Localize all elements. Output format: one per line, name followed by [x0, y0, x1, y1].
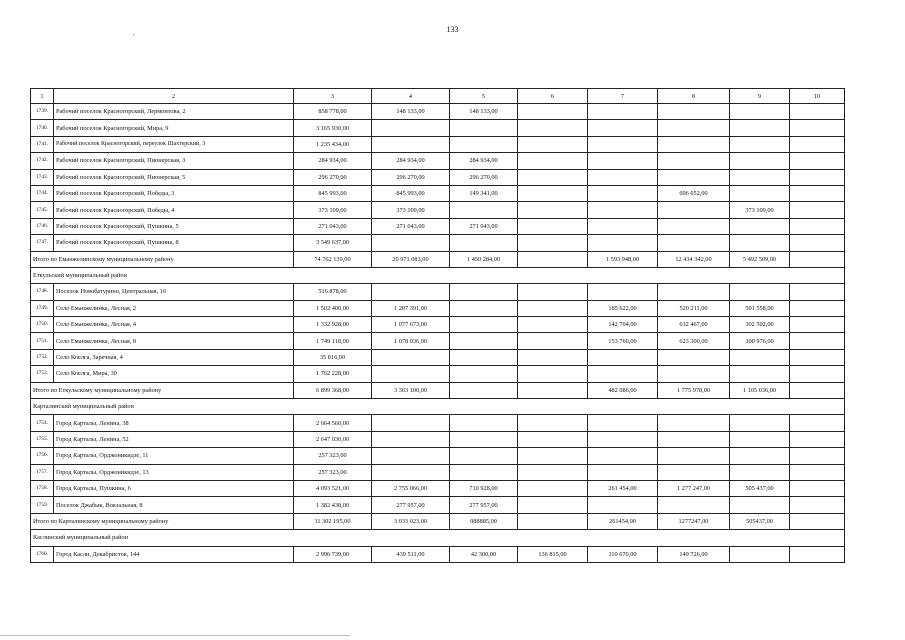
- amount-cell: 1 078 036,00: [372, 333, 450, 349]
- amount-cell: [588, 448, 658, 464]
- amount-cell: [790, 317, 845, 333]
- amount-cell: [518, 104, 588, 120]
- column-number: 4: [372, 89, 450, 104]
- total-amount-cell: 505437,00: [730, 513, 790, 529]
- amount-cell: 284 934,00: [450, 153, 518, 169]
- row-number: 1756.: [31, 448, 54, 464]
- amount-cell: [730, 448, 790, 464]
- row-number: 1746.: [31, 218, 54, 234]
- amount-cell: 373 109,00: [372, 202, 450, 218]
- amount-cell: [588, 169, 658, 185]
- section-title: Каслинский муниципальный район: [31, 530, 845, 546]
- amount-cell: [658, 153, 730, 169]
- total-amount-cell: [518, 251, 588, 267]
- amount-cell: [658, 431, 730, 447]
- section-row: [31, 267, 845, 283]
- amount-cell: [450, 235, 518, 251]
- amount-cell: 520 211,00: [658, 300, 730, 316]
- table-row: [31, 333, 845, 349]
- amount-cell: 284 934,00: [372, 153, 450, 169]
- row-number: 1745.: [31, 202, 54, 218]
- amount-cell: [518, 349, 588, 365]
- amount-cell: 271 043,00: [294, 218, 372, 234]
- amount-cell: 1 207 391,00: [372, 300, 450, 316]
- amount-cell: 185 622,00: [588, 300, 658, 316]
- total-row: [31, 382, 845, 398]
- table-row: [31, 464, 845, 480]
- total-amount-cell: 74 762 139,00: [294, 251, 372, 267]
- amount-cell: 710 928,00: [450, 480, 518, 496]
- amount-cell: 2 996 739,00: [294, 546, 372, 562]
- amount-cell: [790, 366, 845, 382]
- total-amount-cell: 1 593 948,00: [588, 251, 658, 267]
- amount-cell: [372, 464, 450, 480]
- section-row: [31, 399, 845, 415]
- total-amount-cell: 5 492 509,00: [730, 251, 790, 267]
- amount-cell: [790, 284, 845, 300]
- row-number: 1757.: [31, 464, 54, 480]
- footer-rule: [0, 635, 350, 636]
- address-cell: Рабочий поселок Красногорский, Победы, 4: [54, 202, 294, 218]
- column-number: 10: [790, 89, 845, 104]
- amount-cell: [588, 202, 658, 218]
- table-row: [31, 300, 845, 316]
- amount-cell: 439 511,00: [372, 546, 450, 562]
- table-row: [31, 317, 845, 333]
- amount-cell: 632 467,00: [658, 317, 730, 333]
- section-title: Еткульский муниципальный район: [31, 267, 845, 283]
- table-row: [31, 202, 845, 218]
- total-amount-cell: [450, 382, 518, 398]
- amount-cell: [730, 366, 790, 382]
- amount-cell: [790, 136, 845, 152]
- row-number: 1749.: [31, 300, 54, 316]
- amount-cell: [658, 104, 730, 120]
- amount-cell: [658, 218, 730, 234]
- amount-cell: [588, 497, 658, 513]
- amount-cell: 296 270,00: [294, 169, 372, 185]
- amount-cell: 2 755 066,00: [372, 480, 450, 496]
- row-number: 1740.: [31, 120, 54, 136]
- total-amount-cell: 1 450 284,00: [450, 251, 518, 267]
- amount-cell: [372, 349, 450, 365]
- table-row: [31, 497, 845, 513]
- address-cell: Рабочий поселок Красногорский, Лермонтова, 2: [54, 104, 294, 120]
- amount-cell: [730, 120, 790, 136]
- amount-cell: [588, 284, 658, 300]
- amount-cell: [730, 235, 790, 251]
- table-row: [31, 448, 845, 464]
- table-row: [31, 218, 845, 234]
- amount-cell: 277 957,00: [372, 497, 450, 513]
- amount-cell: 505 437,00: [730, 480, 790, 496]
- amount-cell: [372, 120, 450, 136]
- amount-cell: 148 133,00: [372, 104, 450, 120]
- amount-cell: [518, 317, 588, 333]
- amount-cell: 2 647 030,00: [294, 431, 372, 447]
- column-number: 6: [518, 89, 588, 104]
- column-number: 5: [450, 89, 518, 104]
- amount-cell: 296 270,00: [450, 169, 518, 185]
- amount-cell: [518, 218, 588, 234]
- page-number: 133: [446, 25, 459, 34]
- amount-cell: [518, 333, 588, 349]
- amount-cell: [450, 202, 518, 218]
- amount-cell: [450, 431, 518, 447]
- amount-cell: [372, 284, 450, 300]
- amount-cell: [790, 415, 845, 431]
- amount-cell: 149 341,00: [450, 185, 518, 201]
- amount-cell: [588, 104, 658, 120]
- address-cell: Село Еманжелинка, Лесная, 8: [54, 333, 294, 349]
- amount-cell: 136 815,00: [518, 546, 588, 562]
- column-number: 8: [658, 89, 730, 104]
- row-number: 1758.: [31, 480, 54, 496]
- table-row: [31, 431, 845, 447]
- amount-cell: [730, 349, 790, 365]
- table-row: [31, 415, 845, 431]
- row-number: 1739.: [31, 104, 54, 120]
- budget-table: [30, 88, 845, 563]
- address-cell: Село Еманжелинка, Лесная, 4: [54, 317, 294, 333]
- amount-cell: [588, 153, 658, 169]
- amount-cell: [730, 169, 790, 185]
- row-number: 1753.: [31, 366, 54, 382]
- amount-cell: [518, 366, 588, 382]
- row-number: 1755.: [31, 431, 54, 447]
- section-title: Карталинский муниципальный район: [31, 399, 845, 415]
- table-row: [31, 235, 845, 251]
- amount-cell: 153 760,00: [588, 333, 658, 349]
- amount-cell: [730, 185, 790, 201]
- margin-mark: ʽ: [133, 34, 135, 40]
- amount-cell: [790, 333, 845, 349]
- total-label: Итого по Еманжелинскому муниципальному району: [31, 251, 294, 267]
- row-number: 1752.: [31, 349, 54, 365]
- amount-cell: [730, 218, 790, 234]
- amount-cell: [658, 366, 730, 382]
- column-number: 7: [588, 89, 658, 104]
- amount-cell: [658, 349, 730, 365]
- amount-cell: [518, 169, 588, 185]
- total-amount-cell: [790, 513, 845, 529]
- total-amount-cell: 261454,00: [588, 513, 658, 529]
- amount-cell: [518, 235, 588, 251]
- row-number: 1744.: [31, 185, 54, 201]
- amount-cell: 261 454,00: [588, 480, 658, 496]
- table-row: [31, 136, 845, 152]
- amount-cell: [658, 415, 730, 431]
- row-number: 1750.: [31, 317, 54, 333]
- amount-cell: [658, 464, 730, 480]
- amount-cell: 1 077 673,00: [372, 317, 450, 333]
- amount-cell: 501 558,00: [730, 300, 790, 316]
- amount-cell: [588, 185, 658, 201]
- address-cell: Рабочий поселок Красногорский, Пушкина, 5: [54, 218, 294, 234]
- amount-cell: 284 934,00: [294, 153, 372, 169]
- total-amount-cell: [790, 382, 845, 398]
- amount-cell: [790, 153, 845, 169]
- amount-cell: [790, 104, 845, 120]
- amount-cell: [372, 366, 450, 382]
- amount-cell: [518, 415, 588, 431]
- amount-cell: [588, 218, 658, 234]
- table-row: [31, 480, 845, 496]
- row-number: 1743.: [31, 169, 54, 185]
- amount-cell: [372, 235, 450, 251]
- amount-cell: [518, 300, 588, 316]
- amount-cell: [588, 136, 658, 152]
- amount-cell: [518, 448, 588, 464]
- total-amount-cell: 3 363 100,00: [372, 382, 450, 398]
- amount-cell: [790, 448, 845, 464]
- total-amount-cell: 20 971 083,00: [372, 251, 450, 267]
- table-row: [31, 185, 845, 201]
- amount-cell: [588, 415, 658, 431]
- amount-cell: [450, 136, 518, 152]
- address-cell: Поселок Новобатурино, Центральная, 16: [54, 284, 294, 300]
- address-cell: Село Коелга, Заречная, 4: [54, 349, 294, 365]
- address-cell: Село Коелга, Мира, 30: [54, 366, 294, 382]
- column-number-row: [31, 89, 845, 104]
- amount-cell: [588, 366, 658, 382]
- amount-cell: [790, 202, 845, 218]
- address-cell: Рабочий поселок Красногорский, Победы, 3: [54, 185, 294, 201]
- amount-cell: [588, 431, 658, 447]
- total-amount-cell: 11 302 195,00: [294, 513, 372, 529]
- table-row: [31, 349, 845, 365]
- total-amount-cell: 3 033 023,00: [372, 513, 450, 529]
- address-cell: Город Карталы, Пушкина, 6: [54, 480, 294, 496]
- amount-cell: [372, 136, 450, 152]
- amount-cell: 1 762 228,00: [294, 366, 372, 382]
- row-number: 1742.: [31, 153, 54, 169]
- amount-cell: 1 235 434,00: [294, 136, 372, 152]
- amount-cell: [372, 431, 450, 447]
- amount-cell: 257 323,00: [294, 464, 372, 480]
- total-label: Итого по Карталинскому муниципальному району: [31, 513, 294, 529]
- total-amount-cell: 1 775 978,00: [658, 382, 730, 398]
- amount-cell: 149 726,00: [658, 546, 730, 562]
- amount-cell: [658, 497, 730, 513]
- amount-cell: [790, 300, 845, 316]
- amount-cell: [450, 349, 518, 365]
- amount-cell: [518, 136, 588, 152]
- amount-cell: [658, 136, 730, 152]
- amount-cell: [790, 169, 845, 185]
- row-number: 1759.: [31, 497, 54, 513]
- total-amount-cell: 1 105 036,00: [730, 382, 790, 398]
- amount-cell: [450, 366, 518, 382]
- table-row: [31, 284, 845, 300]
- table-row: [31, 153, 845, 169]
- amount-cell: [518, 480, 588, 496]
- section-row: [31, 530, 845, 546]
- amount-cell: 271 043,00: [372, 218, 450, 234]
- total-amount-cell: [518, 513, 588, 529]
- column-number: 1: [31, 89, 54, 104]
- amount-cell: [730, 415, 790, 431]
- amount-cell: [450, 300, 518, 316]
- amount-cell: [518, 431, 588, 447]
- column-number: 3: [294, 89, 372, 104]
- amount-cell: 516 878,00: [294, 284, 372, 300]
- amount-cell: [730, 464, 790, 480]
- row-number: 1754.: [31, 415, 54, 431]
- total-amount-cell: 12 434 342,00: [658, 251, 730, 267]
- table-row: [31, 366, 845, 382]
- table-row: [31, 120, 845, 136]
- amount-cell: [730, 431, 790, 447]
- total-row: [31, 513, 845, 529]
- amount-cell: [450, 464, 518, 480]
- row-number: 1760.: [31, 546, 54, 562]
- address-cell: Рабочий поселок Красногорский, Пушкина, 8: [54, 235, 294, 251]
- amount-cell: [730, 497, 790, 513]
- address-cell: Город Касли, Декабристов, 144: [54, 546, 294, 562]
- amount-cell: [588, 235, 658, 251]
- amount-cell: [790, 480, 845, 496]
- amount-cell: 3 165 930,00: [294, 120, 372, 136]
- amount-cell: 4 093 521,00: [294, 480, 372, 496]
- amount-cell: 3 549 637,00: [294, 235, 372, 251]
- amount-cell: [790, 120, 845, 136]
- amount-cell: [730, 284, 790, 300]
- amount-cell: 373 109,00: [294, 202, 372, 218]
- amount-cell: 110 670,00: [588, 546, 658, 562]
- amount-cell: [790, 349, 845, 365]
- amount-cell: [658, 235, 730, 251]
- total-amount-cell: 6 899 368,00: [294, 382, 372, 398]
- amount-cell: [790, 546, 845, 562]
- address-cell: Рабочий поселок Красногорский, переулок Шахтерский, 3: [54, 136, 294, 152]
- amount-cell: 296 270,00: [372, 169, 450, 185]
- row-number: 1741.: [31, 136, 54, 152]
- address-cell: Рабочий поселок Красногорский, Мира, 9: [54, 120, 294, 136]
- address-cell: Поселок Джабык, Вокзальная, 8: [54, 497, 294, 513]
- amount-cell: 300 976,00: [730, 333, 790, 349]
- amount-cell: 373 109,00: [730, 202, 790, 218]
- amount-cell: [518, 497, 588, 513]
- amount-cell: [658, 284, 730, 300]
- amount-cell: [588, 349, 658, 365]
- total-amount-cell: [518, 382, 588, 398]
- amount-cell: [518, 185, 588, 201]
- amount-cell: 257 323,00: [294, 448, 372, 464]
- amount-cell: 696 652,00: [658, 185, 730, 201]
- amount-cell: [518, 464, 588, 480]
- amount-cell: [730, 104, 790, 120]
- column-number: 2: [54, 89, 294, 104]
- amount-cell: 845 993,00: [372, 185, 450, 201]
- column-number: 9: [730, 89, 790, 104]
- amount-cell: 1 502 400,00: [294, 300, 372, 316]
- address-cell: Рабочий поселок Красногорский, Пионерская, 3: [54, 153, 294, 169]
- amount-cell: [518, 153, 588, 169]
- amount-cell: [790, 218, 845, 234]
- amount-cell: [518, 120, 588, 136]
- total-row: [31, 251, 845, 267]
- amount-cell: 623 300,00: [658, 333, 730, 349]
- amount-cell: [790, 185, 845, 201]
- address-cell: Рабочий поселок Красногорский, Пионерская, 5: [54, 169, 294, 185]
- address-cell: Город Карталы, Ленина, 52: [54, 431, 294, 447]
- amount-cell: 277 957,00: [450, 497, 518, 513]
- amount-cell: [450, 284, 518, 300]
- amount-cell: 148 133,00: [450, 104, 518, 120]
- amount-cell: [790, 464, 845, 480]
- row-number: 1747.: [31, 235, 54, 251]
- amount-cell: [790, 497, 845, 513]
- amount-cell: 1 749 118,00: [294, 333, 372, 349]
- total-amount-cell: [790, 251, 845, 267]
- amount-cell: [588, 120, 658, 136]
- row-number: 1751.: [31, 333, 54, 349]
- amount-cell: [372, 448, 450, 464]
- amount-cell: [790, 235, 845, 251]
- amount-cell: [658, 120, 730, 136]
- amount-cell: 845 993,00: [294, 185, 372, 201]
- amount-cell: [790, 431, 845, 447]
- amount-cell: 42 300,00: [450, 546, 518, 562]
- amount-cell: [730, 546, 790, 562]
- amount-cell: 142 704,00: [588, 317, 658, 333]
- address-cell: Город Карталы, Орджоникидзе, 13: [54, 464, 294, 480]
- address-cell: Город Карталы, Орджоникидзе, 11: [54, 448, 294, 464]
- amount-cell: [658, 169, 730, 185]
- address-cell: Село Еманжелинка, Лесная, 2: [54, 300, 294, 316]
- amount-cell: 858 778,00: [294, 104, 372, 120]
- total-amount-cell: 988885,00: [450, 513, 518, 529]
- total-amount-cell: 482 086,00: [588, 382, 658, 398]
- total-label: Итого по Еткульскому муниципальному району: [31, 382, 294, 398]
- table-row: [31, 104, 845, 120]
- amount-cell: [450, 333, 518, 349]
- amount-cell: [450, 317, 518, 333]
- row-number: 1748.: [31, 284, 54, 300]
- amount-cell: [730, 136, 790, 152]
- amount-cell: [588, 464, 658, 480]
- amount-cell: 35 816,00: [294, 349, 372, 365]
- amount-cell: 2 664 560,00: [294, 415, 372, 431]
- total-amount-cell: 1277247,00: [658, 513, 730, 529]
- amount-cell: [372, 415, 450, 431]
- amount-cell: [658, 448, 730, 464]
- amount-cell: 1 277 247,00: [658, 480, 730, 496]
- amount-cell: [450, 120, 518, 136]
- amount-cell: 302 502,00: [730, 317, 790, 333]
- address-cell: Город Карталы, Ленина, 38: [54, 415, 294, 431]
- amount-cell: [518, 202, 588, 218]
- amount-cell: [730, 153, 790, 169]
- amount-cell: 1 382 438,00: [294, 497, 372, 513]
- table-row: [31, 546, 845, 562]
- table-row: [31, 169, 845, 185]
- amount-cell: [450, 448, 518, 464]
- amount-cell: 1 332 928,00: [294, 317, 372, 333]
- amount-cell: [518, 284, 588, 300]
- amount-cell: [658, 202, 730, 218]
- amount-cell: 271 043,00: [450, 218, 518, 234]
- amount-cell: [450, 415, 518, 431]
